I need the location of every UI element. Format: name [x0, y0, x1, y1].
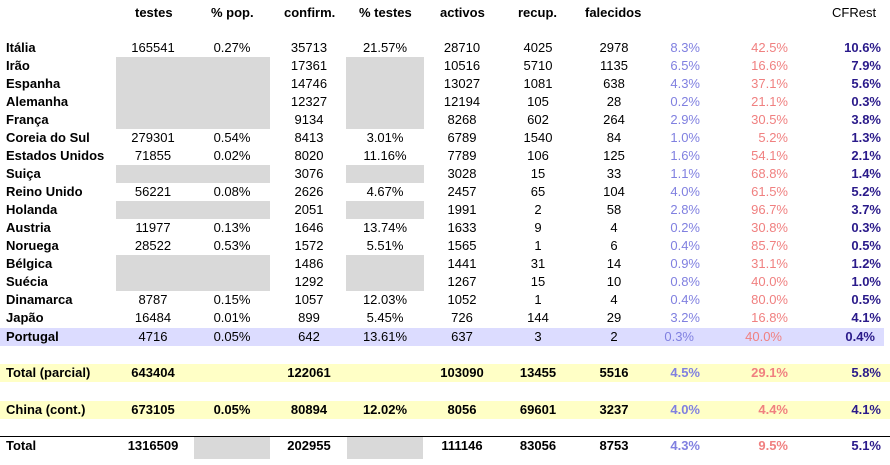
cell-cfrest: 1.2%: [851, 256, 881, 271]
cell-recup: 83056: [519, 438, 557, 453]
row-label: Dinamarca: [6, 292, 73, 307]
cell-testes: 279301: [131, 130, 175, 145]
cell-falecidos: 2978: [599, 40, 629, 55]
cell-ptestes: [347, 202, 423, 218]
row-label: China (cont.): [6, 402, 86, 417]
cell-pop: 0.27%: [213, 40, 251, 55]
table-row: [0, 183, 890, 201]
cell-ptestes: 11.16%: [363, 148, 407, 163]
cell-testes: [115, 58, 191, 74]
table-row: [0, 165, 890, 183]
table-row: [0, 75, 890, 93]
cell-recup: 1: [534, 292, 542, 307]
cell-ratio-blue: 4.3%: [670, 76, 700, 91]
row-label: Irão: [6, 58, 30, 73]
cell-recup: 3: [534, 329, 542, 344]
cell-ratio-blue: 4.3%: [670, 438, 700, 453]
header-testes: testes: [135, 5, 173, 20]
cell-falecidos: 84: [606, 130, 622, 145]
cell-falecidos: 1135: [600, 58, 628, 73]
header-falecidos: falecidos: [585, 5, 642, 20]
cell-confirm: 1486: [294, 256, 324, 271]
cell-falecidos: 33: [606, 166, 622, 181]
cell-ratio-red: 21.1%: [751, 94, 788, 109]
header-confirm: confirm.: [284, 5, 336, 20]
cell-falecidos: 10: [606, 274, 622, 289]
header-cfrest: CFRest: [832, 5, 877, 20]
cell-confirm: 122061: [287, 365, 331, 380]
cell-ptestes: [347, 94, 423, 110]
cell-pop: [194, 274, 270, 290]
row-label: Austria: [6, 220, 51, 235]
header-pop: % pop.: [211, 5, 254, 20]
table-row: [0, 309, 890, 327]
cell-pop: [194, 94, 270, 110]
cell-recup: 144: [527, 310, 549, 325]
cell-confirm: 1646: [294, 220, 324, 235]
cell-ratio-red: 37.1%: [751, 76, 788, 91]
cell-activos: 1633: [447, 220, 477, 235]
cell-falecidos: 2: [610, 329, 618, 344]
row-label: Noruega: [6, 238, 59, 253]
cell-recup: 15: [530, 274, 546, 289]
cell-activos: 28710: [443, 40, 481, 55]
cell-ratio-blue: 0.4%: [670, 292, 700, 307]
cell-recup: 9: [534, 220, 542, 235]
cell-confirm: 2051: [294, 202, 324, 217]
row-label: Coreia do Sul: [6, 130, 90, 145]
cell-testes: 1316509: [127, 438, 179, 453]
cell-ratio-blue: 8.3%: [670, 40, 700, 55]
cell-ptestes: [347, 58, 423, 74]
cell-activos: 6789: [447, 130, 477, 145]
cell-confirm: 2626: [294, 184, 324, 199]
cell-ratio-blue: 0.2%: [670, 220, 700, 235]
cell-cfrest: 3.8%: [851, 112, 881, 127]
cell-ratio-red: 31.1%: [751, 256, 788, 271]
table-row: [0, 57, 890, 75]
cell-activos: 1565: [447, 238, 477, 253]
row-label: Estados Unidos: [6, 148, 105, 163]
cell-pop: 0.53%: [213, 238, 251, 253]
cell-activos: 8268: [447, 112, 477, 127]
cell-activos: 12194: [443, 94, 481, 109]
cell-ratio-red: 96.7%: [751, 202, 788, 217]
cell-activos: 1052: [447, 292, 477, 307]
cell-ratio-blue: 4.5%: [670, 365, 700, 380]
table-row: [0, 147, 890, 165]
row-label: Total (parcial): [6, 365, 91, 380]
table-row: [0, 201, 890, 219]
cell-testes: 71855: [134, 148, 172, 163]
cell-ptestes: [347, 112, 423, 128]
cell-ptestes: 13.61%: [362, 329, 408, 344]
cell-ratio-blue: 0.8%: [670, 274, 700, 289]
cell-cfrest: 0.4%: [845, 329, 875, 344]
cell-ratio-red: 54.1%: [751, 148, 788, 163]
cell-ptestes: [347, 166, 423, 182]
cell-confirm: 8413: [294, 130, 324, 145]
row-label: Espanha: [6, 76, 61, 91]
cell-recup: 65: [530, 184, 546, 199]
cell-ptestes: [347, 274, 423, 290]
row-label: Reino Unido: [6, 184, 83, 199]
cell-testes: 4716: [138, 329, 168, 344]
row-label: Suécia: [6, 274, 48, 289]
table-row: [0, 219, 890, 237]
cell-recup: 106: [527, 148, 549, 163]
cell-cfrest: 0.5%: [851, 238, 881, 253]
cell-pop: [194, 76, 270, 92]
table-row: [0, 129, 890, 147]
cell-ptestes: 5.45%: [366, 310, 404, 325]
row-label: Alemanha: [6, 94, 69, 109]
cell-ratio-blue: 4.0%: [670, 184, 700, 199]
cell-ratio-red: 85.7%: [751, 238, 788, 253]
cell-cfrest: 4.1%: [851, 402, 881, 417]
cell-confirm: 899: [298, 310, 320, 325]
cell-cfrest: 5.6%: [851, 76, 881, 91]
cell-confirm: 8020: [294, 148, 324, 163]
cell-ratio-blue: 0.2%: [670, 94, 700, 109]
cell-cfrest: 4.1%: [851, 310, 881, 325]
cell-ptestes: [347, 438, 423, 454]
cell-recup: 69601: [519, 402, 557, 417]
table-row: [0, 273, 890, 291]
cell-activos: 13027: [443, 76, 481, 91]
cell-pop: 0.05%: [213, 402, 251, 417]
cell-ptestes: 21.57%: [362, 40, 408, 55]
cell-cfrest: 0.3%: [851, 220, 881, 235]
cell-cfrest: 5.2%: [851, 184, 881, 199]
cell-ratio-red: 5.2%: [758, 130, 788, 145]
header-activos: activos: [440, 5, 485, 20]
cell-ratio-blue: 4.0%: [670, 402, 700, 417]
cell-ratio-red: 40.0%: [745, 329, 782, 344]
cell-ptestes: [347, 76, 423, 92]
cell-recup: 5710: [523, 58, 553, 73]
cell-cfrest: 1.3%: [851, 130, 881, 145]
cell-ratio-blue: 1.6%: [670, 148, 700, 163]
cell-falecidos: 14: [606, 256, 622, 271]
cell-confirm: 3076: [294, 166, 324, 181]
cell-ptestes: 3.01%: [366, 130, 404, 145]
cell-falecidos: 29: [606, 310, 622, 325]
cell-testes: [115, 76, 191, 92]
cell-cfrest: 0.3%: [851, 94, 881, 109]
cell-falecidos: 3237: [599, 402, 629, 417]
cell-testes: [115, 166, 191, 182]
cell-activos: 8056: [447, 402, 477, 417]
cell-ptestes: 12.02%: [362, 402, 408, 417]
cell-pop: [194, 112, 270, 128]
cell-ptestes: 5.51%: [366, 238, 404, 253]
cell-confirm: 642: [298, 329, 320, 344]
row-label: Portugal: [6, 329, 59, 344]
cell-confirm: 17361: [290, 58, 328, 73]
cell-ratio-red: 16.8%: [751, 310, 788, 325]
cell-confirm: 9134: [294, 112, 324, 127]
cell-pop: [194, 166, 270, 182]
cell-pop: [194, 365, 270, 381]
cell-testes: 56221: [134, 184, 172, 199]
cell-pop: [194, 58, 270, 74]
cell-falecidos: 638: [603, 76, 625, 91]
table-row: [0, 39, 890, 57]
row-label: Suiça: [6, 166, 41, 181]
cell-falecidos: 8753: [599, 438, 629, 453]
cell-pop: [194, 256, 270, 272]
cell-falecidos: 4: [610, 292, 618, 307]
cell-pop: 0.08%: [213, 184, 251, 199]
cell-confirm: 14746: [290, 76, 328, 91]
row-portugal: [0, 328, 884, 346]
table-row: [0, 111, 890, 129]
cell-pop: [194, 202, 270, 218]
cell-activos: 1267: [447, 274, 477, 289]
cell-recup: 105: [527, 94, 549, 109]
cell-ratio-red: 29.1%: [751, 365, 788, 380]
row-label: Japão: [6, 310, 44, 325]
cell-testes: [115, 94, 191, 110]
cell-ratio-blue: 0.4%: [670, 238, 700, 253]
cell-activos: 111146: [441, 438, 483, 453]
cell-confirm: 1572: [294, 238, 324, 253]
cell-ratio-red: 4.4%: [758, 402, 788, 417]
cell-recup: 15: [530, 166, 546, 181]
cell-activos: 726: [451, 310, 473, 325]
row-china: [0, 401, 890, 419]
table-row: [0, 255, 890, 273]
cell-pop: 0.05%: [213, 329, 251, 344]
cell-testes: 165541: [131, 40, 175, 55]
cell-falecidos: 104: [603, 184, 625, 199]
cell-falecidos: 264: [603, 112, 625, 127]
cell-ratio-blue: 0.9%: [670, 256, 700, 271]
cell-cfrest: 5.1%: [851, 438, 881, 453]
cell-cfrest: 2.1%: [851, 148, 881, 163]
cell-ptestes: 4.67%: [366, 184, 404, 199]
cell-ratio-blue: 1.1%: [670, 166, 700, 181]
cell-ptestes: [347, 365, 423, 381]
cell-pop: [194, 438, 270, 454]
cell-cfrest: 10.6%: [844, 40, 881, 55]
cell-pop: 0.02%: [213, 148, 251, 163]
cell-ratio-red: 40.0%: [751, 274, 788, 289]
cell-cfrest: 7.9%: [851, 58, 881, 73]
row-total: [0, 436, 890, 455]
table-row: [0, 93, 890, 111]
header-ptestes: % testes: [359, 5, 412, 20]
cell-activos: 1991: [447, 202, 477, 217]
cell-ratio-red: 80.0%: [751, 292, 788, 307]
cell-confirm: 1057: [294, 292, 324, 307]
cell-activos: 10516: [443, 58, 481, 73]
cell-testes: [115, 202, 191, 218]
cell-activos: 1441: [447, 256, 477, 271]
cell-testes: [115, 256, 191, 272]
cell-recup: 31: [530, 256, 546, 271]
cell-testes: 11977: [135, 220, 171, 235]
cell-recup: 1: [534, 238, 542, 253]
cell-ratio-blue: 3.2%: [670, 310, 700, 325]
cell-ratio-red: 16.6%: [751, 58, 788, 73]
cell-pop: 0.01%: [213, 310, 251, 325]
cell-activos: 3028: [447, 166, 477, 181]
cell-ratio-blue: 0.3%: [664, 329, 694, 344]
cell-pop: 0.15%: [213, 292, 251, 307]
cell-activos: 7789: [447, 148, 477, 163]
cell-cfrest: 3.7%: [851, 202, 881, 217]
cell-ratio-blue: 2.9%: [670, 112, 700, 127]
cell-falecidos: 4: [610, 220, 618, 235]
cell-ratio-blue: 1.0%: [670, 130, 700, 145]
cell-activos: 2457: [447, 184, 477, 199]
cell-falecidos: 6: [610, 238, 618, 253]
cell-testes: [115, 274, 191, 290]
cell-recup: 1081: [523, 76, 553, 91]
cell-recup: 1540: [523, 130, 553, 145]
cell-confirm: 1292: [294, 274, 324, 289]
cell-testes: 28522: [134, 238, 172, 253]
row-label: França: [6, 112, 49, 127]
cell-falecidos: 125: [603, 148, 625, 163]
cell-falecidos: 28: [606, 94, 622, 109]
cell-recup: 2: [534, 202, 542, 217]
cell-ratio-red: 68.8%: [751, 166, 788, 181]
header-recup: recup.: [518, 5, 558, 20]
cell-testes: 16484: [134, 310, 172, 325]
cell-ptestes: 12.03%: [362, 292, 408, 307]
cell-recup: 4025: [523, 40, 553, 55]
row-total-partial: [0, 364, 890, 382]
cell-testes: 673105: [131, 402, 175, 417]
cell-falecidos: 58: [606, 202, 622, 217]
cell-confirm: 12327: [290, 94, 328, 109]
cell-cfrest: 1.0%: [851, 274, 881, 289]
cell-recup: 602: [527, 112, 549, 127]
cell-ratio-red: 61.5%: [751, 184, 788, 199]
cell-ratio-red: 30.5%: [751, 112, 788, 127]
cell-pop: 0.13%: [213, 220, 251, 235]
cell-ratio-blue: 6.5%: [670, 58, 700, 73]
cell-recup: 13455: [519, 365, 557, 380]
cell-pop: 0.54%: [213, 130, 251, 145]
cell-cfrest: 5.8%: [851, 365, 881, 380]
cell-activos: 103090: [440, 365, 484, 380]
cell-confirm: 202955: [287, 438, 331, 453]
cell-falecidos: 5516: [599, 365, 629, 380]
row-label: Itália: [6, 40, 36, 55]
cell-cfrest: 0.5%: [851, 292, 881, 307]
cell-testes: [115, 112, 191, 128]
cell-ratio-red: 30.8%: [751, 220, 788, 235]
table-row: [0, 291, 890, 309]
row-label: Total: [6, 438, 37, 453]
cell-activos: 637: [451, 329, 473, 344]
cell-cfrest: 1.4%: [851, 166, 881, 181]
cell-confirm: 80894: [290, 402, 328, 417]
cell-ratio-red: 42.5%: [751, 40, 788, 55]
cell-ptestes: 13.74%: [362, 220, 408, 235]
cell-testes: 643404: [131, 365, 175, 380]
cell-confirm: 35713: [290, 40, 328, 55]
cell-ptestes: [347, 256, 423, 272]
row-label: Holanda: [6, 202, 58, 217]
cell-ratio-red: 9.5%: [758, 438, 788, 453]
cell-testes: 8787: [138, 292, 168, 307]
table-row: [0, 237, 890, 255]
cell-ratio-blue: 2.8%: [670, 202, 700, 217]
row-label: Bélgica: [6, 256, 53, 271]
